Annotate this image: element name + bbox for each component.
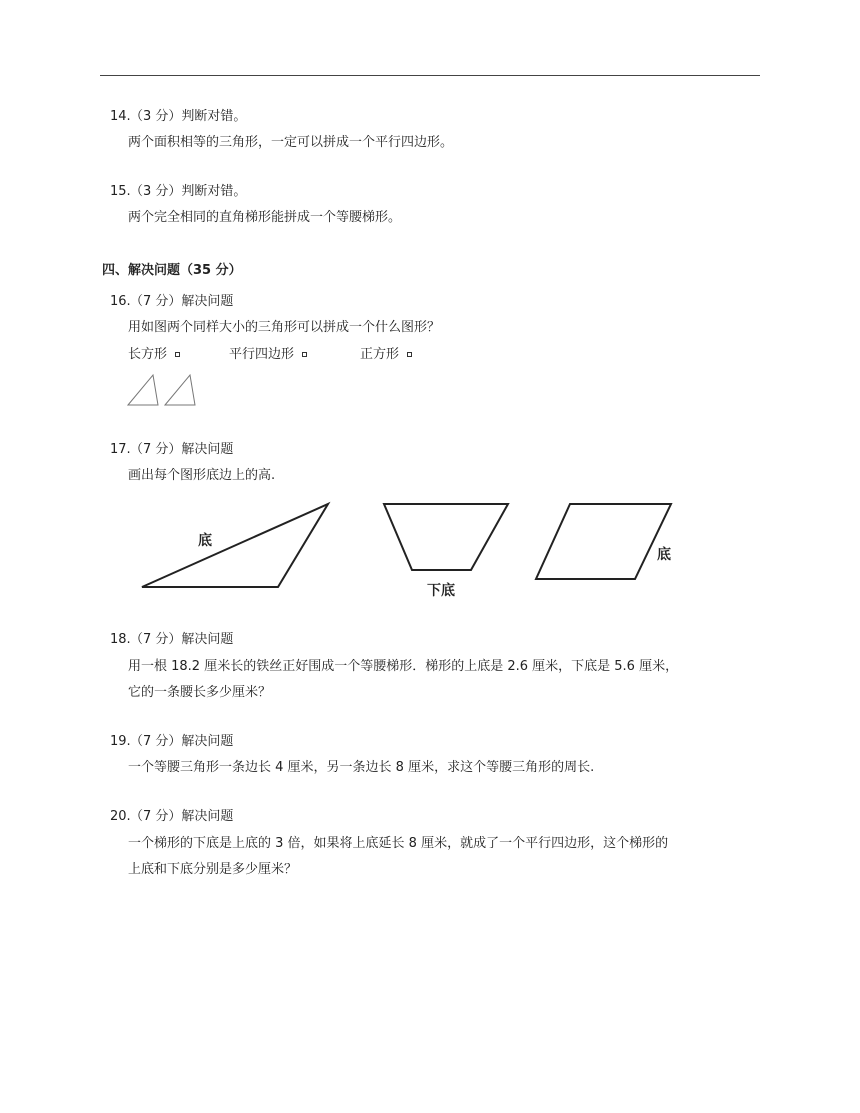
option-parallelogram[interactable] [229, 346, 307, 364]
question-heading: （3 分）判断对错。 [130, 184, 247, 199]
triangle-shape [142, 504, 328, 587]
question-text: 用如图两个同样大小的三角形可以拼成一个什么图形？ [128, 320, 441, 335]
two-triangles-figure [125, 370, 200, 410]
question-heading: （3 分）判断对错。 [130, 109, 247, 124]
trapezoid-base-label: 下底 [427, 583, 455, 599]
question-text-line-1: 一个梯形的下底是上底的 3 倍，如果将上底延长 8 厘米，就成了一个平行四边形，这个梯形的 [128, 836, 669, 851]
option-label: 平行四边形 [229, 347, 295, 362]
question-text: 一个等腰三角形一条边长 4 厘米，另一条边长 8 厘米，求这个等腰三角形的周长. [128, 760, 595, 775]
option-square[interactable] [360, 346, 412, 364]
question-text-line-2: 它的一条腰长多少厘米？ [128, 685, 272, 700]
question-number: 17. [110, 442, 131, 457]
parallelogram-base-label: 底 [657, 547, 671, 563]
question-number: 18. [110, 632, 131, 647]
triangle-shape [165, 375, 195, 405]
option-label: 正方形 [360, 347, 400, 362]
section-heading: 四、解决问题（35 分） [102, 263, 242, 278]
option-rectangle[interactable] [128, 346, 180, 364]
question-heading: （7 分）解决问题 [130, 809, 234, 824]
checkbox-icon[interactable] [407, 352, 412, 357]
question-heading: （7 分）解决问题 [130, 442, 234, 457]
question-text: 画出每个图形底边上的高. [128, 468, 276, 483]
question-heading: （7 分）解决问题 [130, 632, 234, 647]
question-number: 19. [110, 734, 131, 749]
checkbox-icon[interactable] [175, 352, 180, 357]
question-number: 20. [110, 809, 131, 824]
triangle-shape [128, 375, 158, 405]
parallelogram-shape [536, 504, 671, 579]
question-heading: （7 分）解决问题 [130, 294, 234, 309]
trapezoid-shape [384, 504, 508, 570]
triangle-base-label: 底 [198, 533, 212, 549]
question-heading: （7 分）解决问题 [130, 734, 234, 749]
question-number: 14. [110, 109, 131, 124]
question-text: 两个面积相等的三角形，一定可以拼成一个平行四边形。 [128, 135, 454, 150]
checkbox-icon[interactable] [302, 352, 307, 357]
question-text: 两个完全相同的直角梯形能拼成一个等腰梯形。 [128, 210, 402, 225]
question-text-line-1: 用一根 18.2 厘米长的铁丝正好围成一个等腰梯形．梯形的上底是 2.6 厘米，下底是 5.6 厘米， [128, 659, 679, 674]
shapes-figure [130, 495, 690, 605]
question-number: 16. [110, 294, 131, 309]
option-label: 长方形 [128, 347, 168, 362]
question-text-line-2: 上底和下底分别是多少厘米？ [128, 862, 298, 877]
header-rule [100, 75, 760, 76]
question-number: 15. [110, 184, 131, 199]
